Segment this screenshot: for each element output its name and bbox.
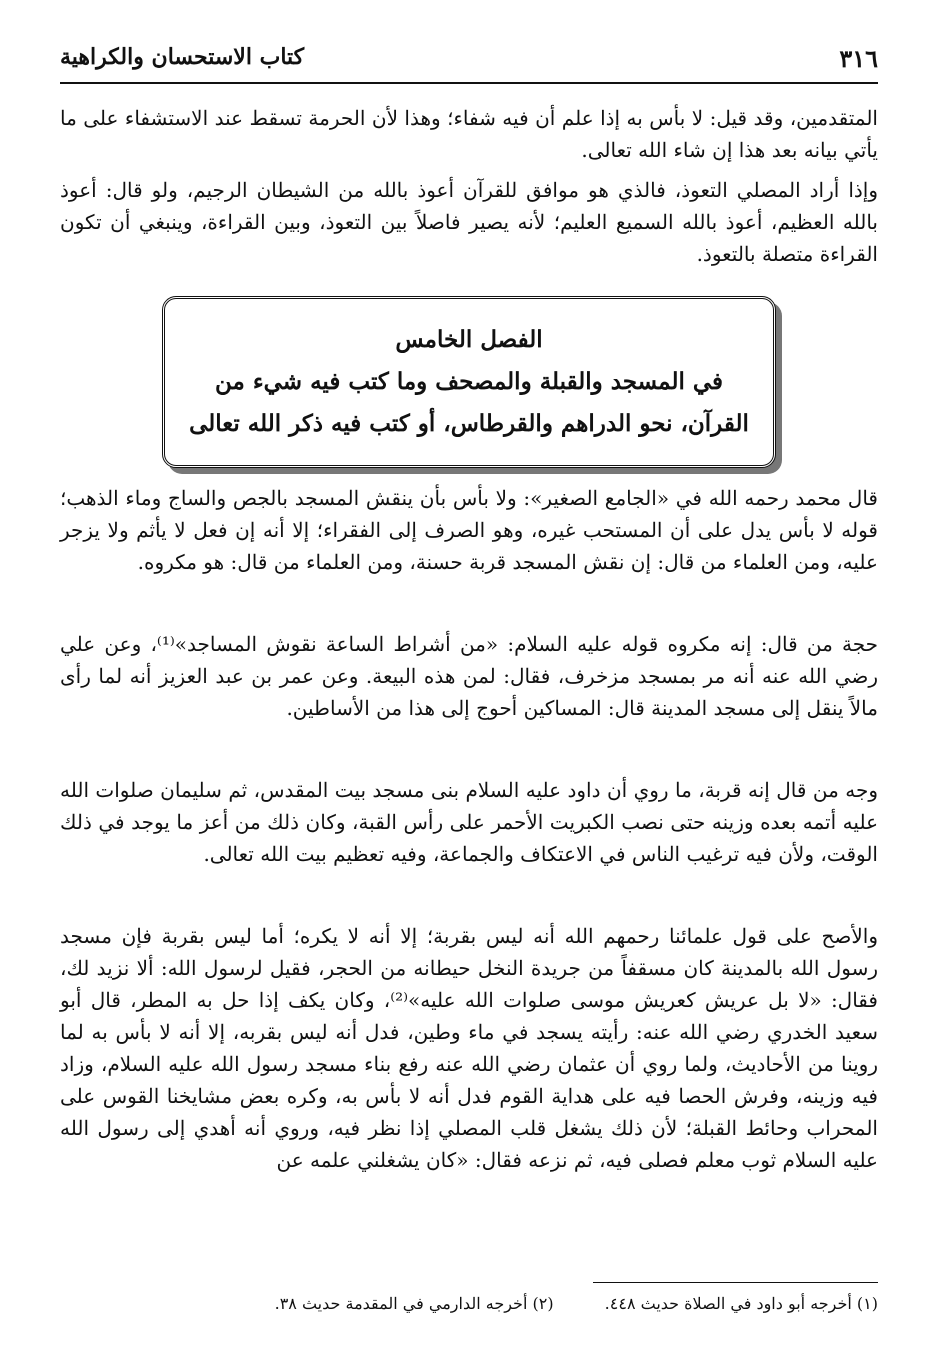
document-page — [60, 40, 878, 1340]
paragraph-5: وجه من قال إنه قربة، ما روي أن داود عليه السلام بنى مسجد بيت المقدس، ثم سليمان صلوات الله عليه أتمه بعده وزينه حتى نصب الكبريت الأحمر على رأس القبة، وكان ذلك من أعز ما يوجد في ذلك الوقت، ولأن فيه ترغيب الناس في الاعتكاف والجماعة، وفيه تعظيم بيت الله تعالى. — [60, 778, 878, 866]
page-number: ٣١٦ — [839, 44, 878, 73]
footnotes — [60, 1292, 878, 1316]
footnote-separator — [593, 1282, 878, 1283]
paragraph-1: المتقدمين، وقد قيل: لا بأس به إذا علم أن فيه شفاء؛ وهذا لأن الحرمة تسقط عند الاستشفاء على ما يأتي بيانه بعد هذا إن شاء الله تعالى. — [60, 106, 878, 162]
chapter-number: الفصل الخامس — [395, 326, 543, 353]
footnote-1: (١) أخرجه أبو داود في الصلاة حديث ٤٤٨. — [604, 1294, 878, 1313]
chapter-heading-box — [162, 296, 776, 468]
book-title: كتاب الاستحسان والكراهية — [60, 44, 305, 70]
paragraph-3: قال محمد رحمه الله في «الجامع الصغير»: ولا بأس بأن ينقش المسجد بالجص والساج وماء الذهب؛ قوله لا بأس يدل على أن المستحب غيره، وهو الصرف إلى الفقراء؛ إلا أنه إن فعل لا يأثم ولا يزجر عليه، ومن العلماء من قال: إن نقش المسجد قربة حسنة، ومن العلماء من قال: هو مكروه. — [60, 486, 878, 574]
page-header — [60, 40, 878, 84]
footnote-2: (٢) أخرجه الدارمي في المقدمة حديث ٣٨. — [274, 1294, 554, 1313]
paragraph-2: وإذا أراد المصلي التعوذ، فالذي هو موافق للقرآن أعوذ بالله من الشيطان الرجيم، ولو قال: أعوذ بالله العظيم، أعوذ بالله السميع العليم؛ لأنه يصير فاصلاً بين التعوذ، وبين القراءة، وينبغي أن تكون القراءة متصلة بالتعوذ. — [60, 178, 878, 266]
chapter-title-line-2: القرآن، نحو الدراهم والقرطاس، أو كتب فيه ذكر الله تعالى — [189, 410, 749, 437]
paragraph-4: حجة من قال: إنه مكروه قوله عليه السلام: «من أشراط الساعة نقوش المساجد»⁽¹⁾، وعن علي رضي الله عنه أنه مر بمسجد مزخرف، فقال: لمن هذه البيعة. وعن عمر بن عبد العزيز أنه لما رأى مالاً ينقل إلى مسجد المدينة قال: المساكين أحوج إلى هذا من الأساطين. — [60, 632, 879, 720]
chapter-title-line-1: في المسجد والقبلة والمصحف وما كتب فيه شيء من — [214, 368, 724, 395]
paragraph-6: والأصح على قول علمائنا رحمهم الله أنه ليس بقربة؛ إلا أنه لا يكره؛ أما ليس بقربة فإن مسجد رسول الله بالمدينة كان مسقفاً من جريدة النخل حيطانه من الحجر، فقيل لرسول الله: ألا نزيد لك، فقال: «لا بل عريش كعريش موسى صلوات الله عليه»⁽²⁾، وكان يكف إذا حل به المطر، قال أبو سعيد الخدري رضي الله عنه: رأيته يسجد في ماء وطين، فدل أنه ليس بقربه، إلا أنه لا بأس به لما روينا من الأحاديث، ولما روي أن عثمان رضي الله عنه رفع بناء مسجد رسول الله عليه السلام، وزاد فيه وزينه، وفرش الحصا فيه على هداية القوم فدل أنه لا بأس به، وكره بعض مشايخنا القوس على المحراب وحائط القبلة؛ لأن ذلك يشغل قلب المصلي إذا نظر فيه، وروي أنه أهدي إلى رسول الله عليه السلام ثوب معلم فصلى فيه، ثم نزعه فقال: «كان يشغلني علمه عن — [60, 924, 878, 1172]
